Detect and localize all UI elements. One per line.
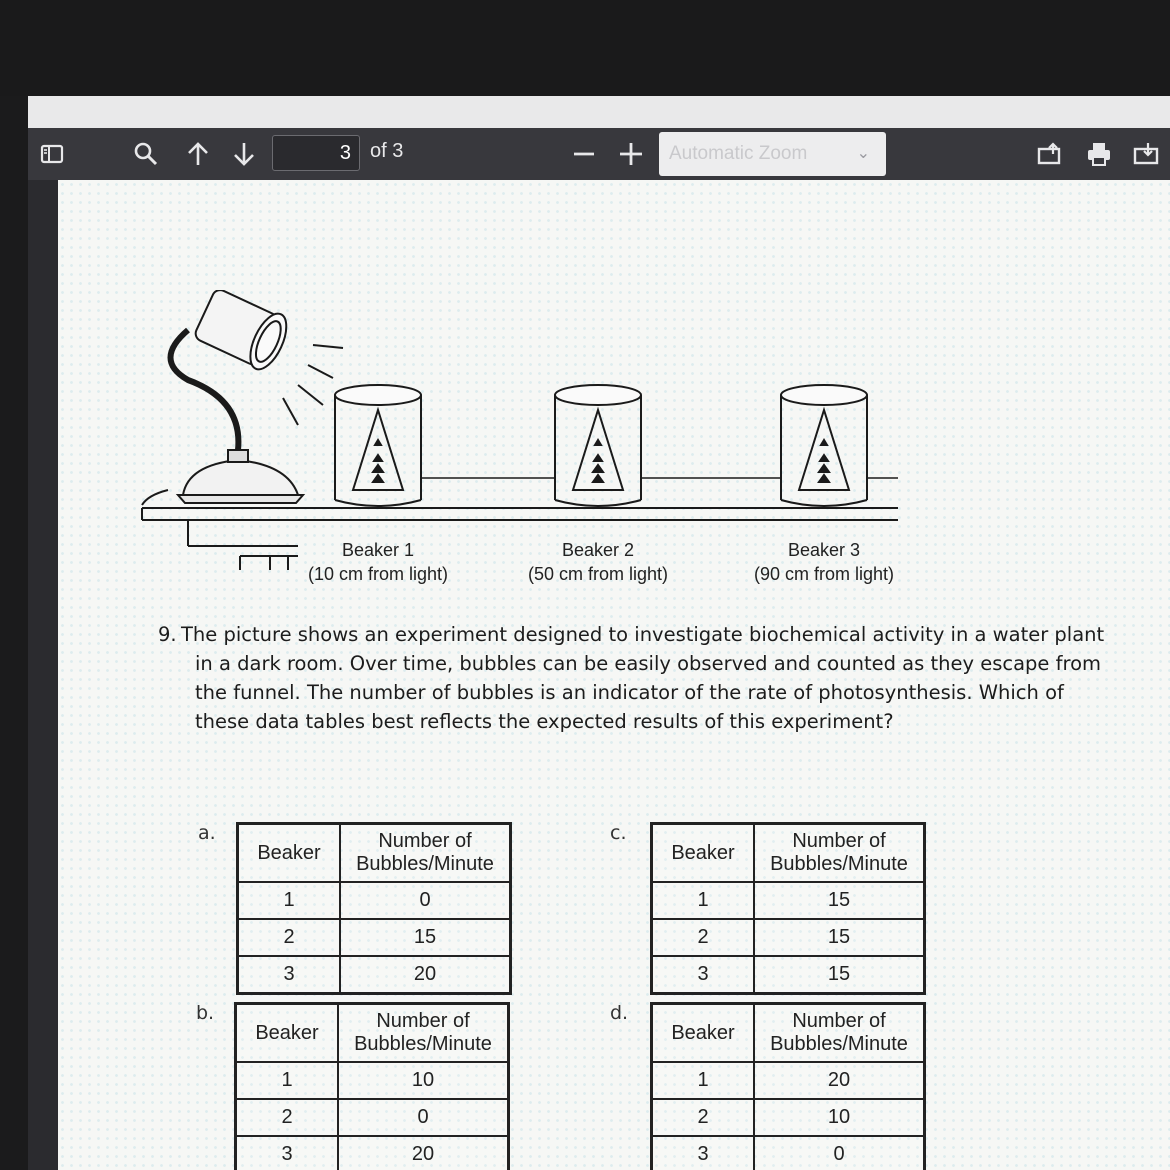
beaker-2-name: Beaker 2 <box>561 540 635 560</box>
table-cell: 20 <box>340 956 511 994</box>
option-c-table <box>650 822 926 995</box>
column-header: Beaker <box>236 1004 339 1063</box>
table-cell: 10 <box>754 1099 925 1136</box>
column-header: Number of Bubbles/Minute <box>754 824 925 883</box>
beaker-1-label <box>288 538 468 586</box>
table-cell: 15 <box>754 882 925 919</box>
option-a-table <box>236 822 512 995</box>
table-row <box>652 919 925 956</box>
pdf-toolbar <box>28 128 1170 180</box>
table-row <box>238 919 511 956</box>
chevron-down-icon: ⌄ <box>856 145 870 162</box>
question-text: The picture shows an experiment designed to investigate biochemical activity in a water plant in a dark room. Over time, bubbles can be easily observed and counted as they escape from the funnel. The number of bubbles is an indicator of the rate of photosynthesis. Which of these data tables best reflects the expected results of this experiment? <box>181 623 1105 733</box>
sidebar-toggle-icon[interactable] <box>36 138 68 170</box>
table-cell: 1 <box>652 882 755 919</box>
beaker-1-name: Beaker 1 <box>341 540 415 560</box>
table-cell: 15 <box>754 919 925 956</box>
option-d-letter: d. <box>610 1002 629 1024</box>
beaker-3-label <box>734 538 914 586</box>
option-b-letter: b. <box>196 1002 215 1024</box>
table-row <box>652 956 925 994</box>
table-row <box>652 882 925 919</box>
table-cell: 0 <box>754 1136 925 1170</box>
table-cell: 2 <box>652 1099 755 1136</box>
table-cell: 15 <box>754 956 925 994</box>
zoom-in-icon[interactable] <box>615 138 647 170</box>
experiment-diagram <box>128 290 988 600</box>
column-header: Number of Bubbles/Minute <box>754 1004 925 1063</box>
beaker-3-distance: (90 cm from light) <box>753 564 895 584</box>
question-number: 9. <box>158 623 177 646</box>
table-cell: 0 <box>338 1099 509 1136</box>
zoom-out-icon[interactable] <box>568 138 600 170</box>
next-page-icon[interactable] <box>228 138 260 170</box>
column-header: Beaker <box>652 824 755 883</box>
page-count-label: of 3 <box>370 140 404 162</box>
beaker-1-distance: (10 cm from light) <box>307 564 449 584</box>
table-cell: 2 <box>236 1099 339 1136</box>
table-row <box>652 1062 925 1099</box>
table-cell: 15 <box>340 919 511 956</box>
pdf-page <box>58 180 1170 1170</box>
open-file-icon[interactable] <box>1034 138 1066 170</box>
table-row <box>238 882 511 919</box>
table-row <box>652 1136 925 1170</box>
viewer-left-gutter <box>28 180 58 1170</box>
table-cell: 2 <box>652 919 755 956</box>
option-a-letter: a. <box>198 822 216 844</box>
print-icon[interactable] <box>1083 138 1115 170</box>
viewer-title-bar <box>28 96 1170 128</box>
table-cell: 3 <box>652 1136 755 1170</box>
table-cell: 3 <box>652 956 755 994</box>
option-d-table <box>650 1002 926 1170</box>
table-row <box>236 1099 509 1136</box>
table-cell: 3 <box>236 1136 339 1170</box>
table-cell: 1 <box>652 1062 755 1099</box>
table-row <box>236 1062 509 1099</box>
beaker-2-label <box>508 538 688 586</box>
option-c-letter: c. <box>610 822 627 844</box>
table-cell: 2 <box>238 919 341 956</box>
download-icon[interactable] <box>1130 138 1162 170</box>
column-header: Beaker <box>652 1004 755 1063</box>
column-header: Beaker <box>238 824 341 883</box>
beaker-3-name: Beaker 3 <box>787 540 861 560</box>
table-cell: 20 <box>754 1062 925 1099</box>
column-header: Number of Bubbles/Minute <box>338 1004 509 1063</box>
option-b-table <box>234 1002 510 1170</box>
column-header: Number of Bubbles/Minute <box>340 824 511 883</box>
table-cell: 1 <box>236 1062 339 1099</box>
table-row <box>238 956 511 994</box>
beaker-2-distance: (50 cm from light) <box>527 564 669 584</box>
page-number-input[interactable]: 3 <box>272 135 360 171</box>
zoom-select[interactable] <box>659 132 886 176</box>
table-cell: 20 <box>338 1136 509 1170</box>
search-icon[interactable] <box>130 138 162 170</box>
table-cell: 10 <box>338 1062 509 1099</box>
question-9 <box>158 620 1108 736</box>
zoom-select-value: Automatic Zoom <box>669 143 808 164</box>
table-row <box>652 1099 925 1136</box>
table-row <box>236 1136 509 1170</box>
previous-page-icon[interactable] <box>182 138 214 170</box>
top-dark-area <box>0 0 1170 96</box>
table-cell: 3 <box>238 956 341 994</box>
table-cell: 1 <box>238 882 341 919</box>
table-cell: 0 <box>340 882 511 919</box>
